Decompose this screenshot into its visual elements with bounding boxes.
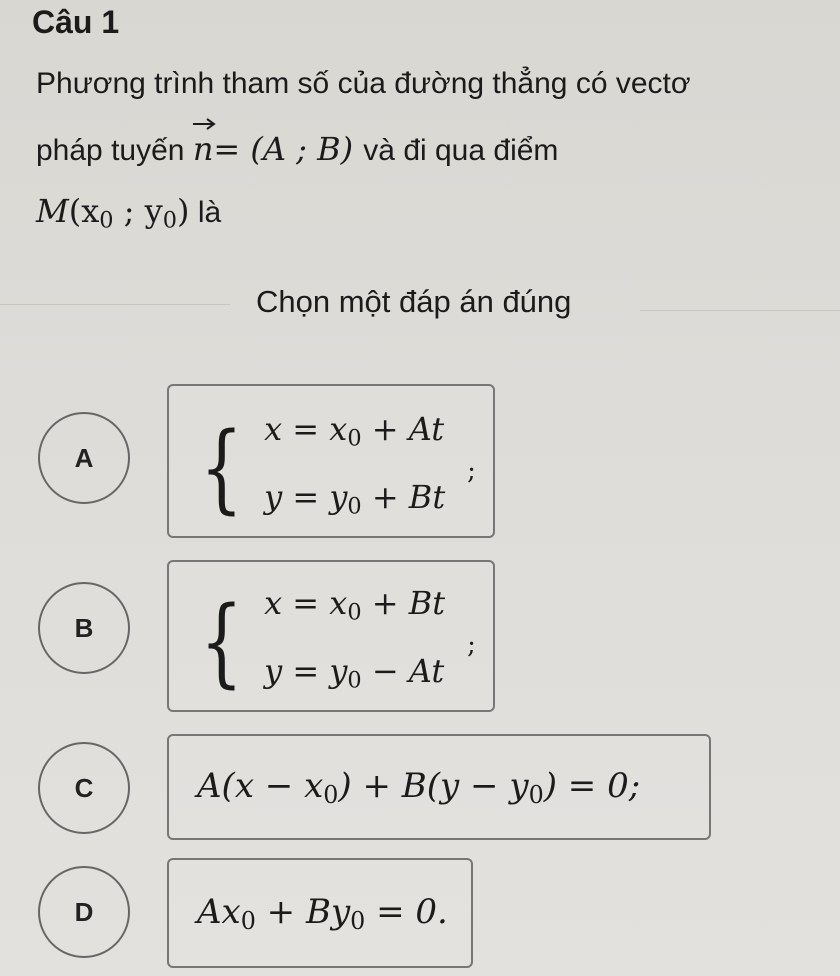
point-close: ) xyxy=(177,192,190,230)
point-expression xyxy=(36,192,190,234)
option-a-eq-1: $x = x_0 + At$ xyxy=(264,410,445,452)
point-sub-2: 0 xyxy=(162,207,177,234)
divider-rule-left xyxy=(0,304,230,305)
point-sub-1: 0 xyxy=(99,207,114,234)
option-a-radio[interactable]: A xyxy=(38,412,130,504)
option-c-answer[interactable] xyxy=(167,734,711,840)
option-a-eq-2: $y = y_0 + Bt$ xyxy=(264,477,446,520)
option-b-radio[interactable]: B xyxy=(38,582,130,674)
question-line-3 xyxy=(36,192,221,234)
option-b-system xyxy=(191,574,476,709)
option-d-radio[interactable]: D xyxy=(38,866,130,958)
option-b-eq-2: $y = y_0 - At$ xyxy=(264,651,445,694)
option-b-eq-1: $x = x_0 + Bt$ xyxy=(264,584,446,626)
option-b-brace: { xyxy=(200,585,243,698)
vector-arrow-icon xyxy=(191,116,217,132)
question-line-3-suffix: là xyxy=(197,196,222,229)
question-line-1: Phương trình tham số của đường thẳng có vectơ xyxy=(36,67,691,100)
question-line-2 xyxy=(36,130,558,169)
normal-vector-name: n xyxy=(193,130,214,168)
normal-vector xyxy=(193,130,363,168)
option-c-radio[interactable]: C xyxy=(38,742,130,834)
point-name: M xyxy=(36,192,69,230)
question-line-2-suffix: và đi qua điểm xyxy=(363,134,559,167)
option-b-end: ; xyxy=(467,629,476,660)
question-title: Câu 1 xyxy=(32,4,120,40)
point-open: (x xyxy=(68,192,100,230)
option-d-equation: $Ax_0 + By_0 = 0$. xyxy=(197,892,448,935)
option-a-brace: { xyxy=(200,411,243,524)
option-a-answer[interactable] xyxy=(167,384,495,538)
question-line-2-prefix: pháp tuyến xyxy=(36,134,185,167)
point-mid: ; y xyxy=(113,192,163,230)
option-d-answer[interactable] xyxy=(167,858,473,968)
option-a-end: ; xyxy=(467,455,476,486)
normal-vector-value: = (A ; B) xyxy=(213,130,354,168)
divider-rule-right xyxy=(640,310,840,311)
instruction-text: Chọn một đáp án đúng xyxy=(256,284,572,319)
option-b-answer[interactable] xyxy=(167,560,495,712)
option-a-system xyxy=(191,400,476,535)
option-c-equation: $A(x - x_0) + B(y - y_0) = 0$; xyxy=(197,766,641,809)
